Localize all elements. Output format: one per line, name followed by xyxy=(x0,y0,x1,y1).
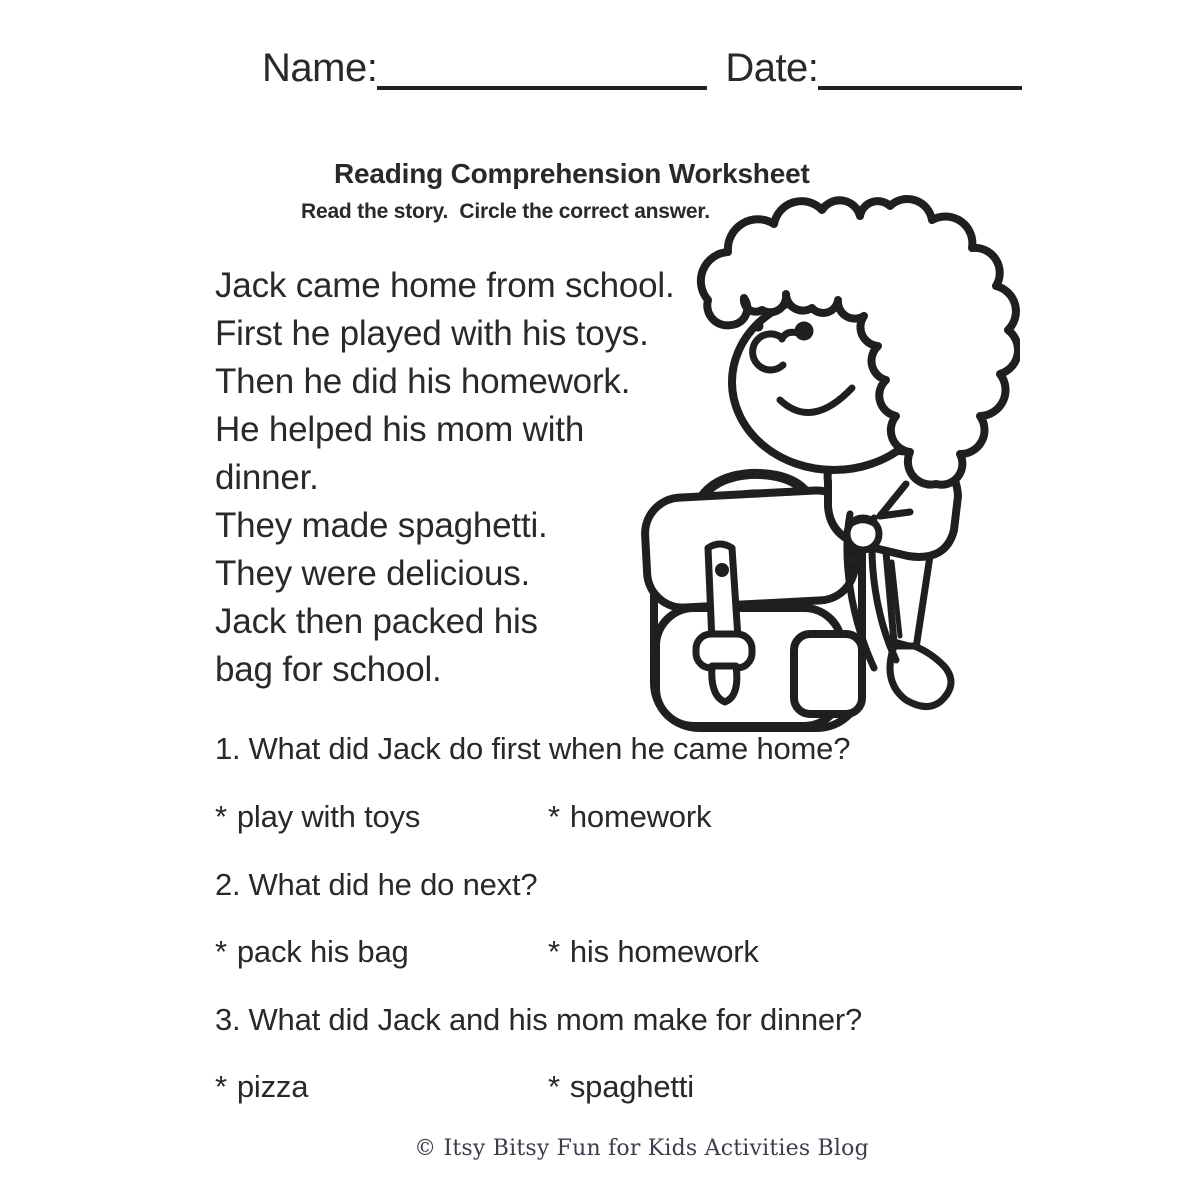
page-title: Reading Comprehension Worksheet xyxy=(334,158,810,189)
story-line: Jack then packed his xyxy=(215,602,538,641)
option-bullet: * xyxy=(215,799,227,834)
question-1 xyxy=(215,731,850,767)
option-bullet: * xyxy=(548,1069,560,1104)
strap-hole xyxy=(715,563,729,577)
story-line: Then he did his homework. xyxy=(215,362,631,401)
question-number: 3. xyxy=(215,1002,241,1037)
question-number: 2. xyxy=(215,867,241,902)
instructions-text: Read the story. Circle the correct answer. xyxy=(301,200,710,223)
story-line: bag for school. xyxy=(215,650,442,689)
copyright-footer: © Itsy Bitsy Fun for Kids Activities Blog xyxy=(414,1136,869,1161)
backpack-front-pocket xyxy=(794,634,862,714)
question-text: What did he do next? xyxy=(248,867,538,902)
story-line: They were delicious. xyxy=(215,554,531,593)
option-label: pizza xyxy=(236,1069,309,1104)
date-label: Date: xyxy=(725,46,819,90)
shoe xyxy=(890,646,951,707)
answer-option xyxy=(548,934,759,970)
option-label: his homework xyxy=(569,934,759,969)
name-label: Name: xyxy=(262,46,378,90)
story-line: First he played with his toys. xyxy=(215,314,649,353)
option-bullet: * xyxy=(548,799,560,834)
answer-option xyxy=(548,799,711,835)
story-line: Jack came home from school. xyxy=(215,266,675,305)
story-line: They made spaghetti. xyxy=(215,506,548,545)
option-bullet: * xyxy=(215,1069,227,1104)
answer-option xyxy=(215,1069,308,1105)
left-eye xyxy=(753,321,764,332)
option-label: pack his bag xyxy=(236,934,409,969)
name-date-row xyxy=(262,44,1022,90)
question-text: What did Jack do first when he came home? xyxy=(248,731,851,766)
question-2 xyxy=(215,867,537,903)
story-line: He helped his mom with xyxy=(215,410,585,449)
option-bullet: * xyxy=(215,934,227,969)
answer-option xyxy=(215,934,409,970)
answer-option xyxy=(548,1069,694,1105)
name-blank-line xyxy=(377,44,707,90)
story-line: dinner. xyxy=(215,458,319,497)
question-3 xyxy=(215,1002,862,1038)
question-number: 1. xyxy=(215,731,241,766)
story-text xyxy=(215,262,675,694)
boy-with-backpack-illustration xyxy=(628,190,1020,746)
date-blank-line xyxy=(818,44,1022,90)
option-bullet: * xyxy=(548,934,560,969)
answer-option xyxy=(215,799,420,835)
strap-tail xyxy=(712,666,737,702)
flap-strap xyxy=(708,544,738,644)
option-label: homework xyxy=(569,799,712,834)
option-label: spaghetti xyxy=(569,1069,694,1104)
question-text: What did Jack and his mom make for dinner? xyxy=(248,1002,863,1037)
option-label: play with toys xyxy=(236,799,421,834)
